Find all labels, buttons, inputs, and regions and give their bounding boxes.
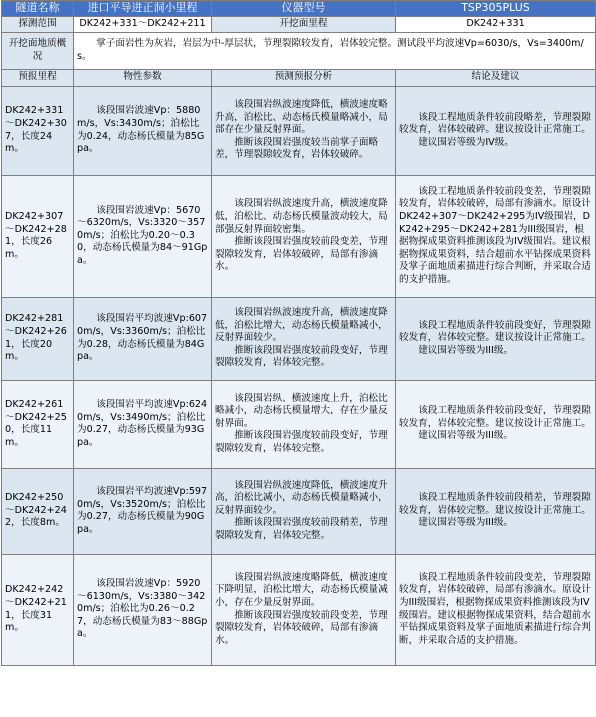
forecast-mileage: DK242+250～DK242+242，长度8m。 — [2, 468, 74, 554]
physical-parameters-text: 该段围岩波速Vp：5670～6320m/s，Vs:3320～3570m/s；泊松比为0.20～0.30，动态杨氏模量为84～91Gpa。 — [77, 204, 208, 266]
forecast-row — [2, 297, 596, 380]
rock-grade-text: 建议围岩等级为III级。 — [418, 344, 514, 356]
analysis-wave-text: 该段围岩纵波速度升高，横波速度降低，泊松比增大，动态杨氏模量略减小，反射界面较少。 — [215, 307, 388, 344]
range-row — [2, 17, 596, 33]
analysis-inference-text: 推断该段围岩强度较前段变差，节理裂隙较发育，岩体较破碎，局部有渗滴水。 — [215, 609, 388, 646]
rock-grade-text: 建议围岩等级为III级。 — [418, 430, 514, 442]
conclusion-suggestion — [396, 86, 596, 175]
conclusion-suggestion — [396, 175, 596, 297]
rock-grade-text: 建议围岩等级为IV级。 — [418, 136, 514, 148]
rock-grade-text: 建议围岩等级为III级。 — [418, 517, 514, 529]
header-tunnel-name-value: 进口平导进正洞小里程 — [74, 1, 212, 17]
analysis-wave-text: 该段围岩纵波速度降低，横波速度升高，泊松比减小，动态杨氏模量略减小，反射界面较少。 — [215, 479, 388, 516]
physical-parameters — [74, 380, 212, 468]
physical-parameters-text: 该段围岩波速Vp：5920～6130m/s，Vs:3380～3420m/s；泊松比为0.26～0.27，动态杨氏模量为83～88Gpa。 — [77, 578, 208, 640]
conclusion-text: 该段工程地质条件较前段变差，节理裂隙较发育，岩体较破碎，局部有渗滴水。原设计DK242+307～DK242+295为IV级围岩，DK242+295～DK242+281为III级围岩，根据物探成果资料推测该段为IV级围岩。建议根据物探成果资料，结合超前水平钻探成果资料及掌子面地质素描进行综合判断，并采取合适的支护措施。 — [399, 185, 591, 285]
column-header-row — [2, 69, 596, 86]
header-tunnel-name-label: 隧道名称 — [2, 1, 74, 17]
analysis-inference-text: 推断该段围岩强度较前段变好，节理裂隙较发育，岩体较完整。 — [215, 430, 388, 454]
physical-parameters-text: 该段围岩平均波速Vp:6240m/s，Vs:3490m/s；泊松比为0.27，动态杨氏模量为93Gpa。 — [77, 398, 208, 448]
physical-parameters — [74, 86, 212, 175]
header-instrument-label: 仪器型号 — [212, 1, 396, 17]
forecast-mileage: DK242+281～DK242+261，长度20m。 — [2, 297, 74, 380]
forecast-mileage: DK242+261～DK242+250，长度11m。 — [2, 380, 74, 468]
forecast-mileage: DK242+242～DK242+211，长度31m。 — [2, 554, 74, 665]
conclusion-suggestion — [396, 297, 596, 380]
physical-parameters — [74, 175, 212, 297]
analysis-wave-text: 该段围岩纵波速度降低，横波速度略升高，泊松比、动态杨氏模量略减小，局部存在少量反射界面。 — [215, 99, 388, 136]
forecast-analysis — [212, 380, 396, 468]
physical-parameters — [74, 468, 212, 554]
forecast-analysis — [212, 468, 396, 554]
physical-parameters — [74, 297, 212, 380]
overview-text: 掌子面岩性为灰岩，岩层为中-厚层状，节理裂隙较发育，岩体较完整。测试段平均波速Vp=6030/s，Vs=3400m/s。 — [77, 38, 584, 62]
forecast-row — [2, 468, 596, 554]
analysis-wave-text: 该段围岩纵波速度升高，横波速度降低，泊松比、动态杨氏模量波动较大，局部强反射界面较密集。 — [215, 198, 388, 235]
conclusion-text: 该段工程地质条件较前段略差，节理裂隙较发育，岩体较破碎。建议按设计正常施工。 — [399, 111, 591, 136]
forecast-row — [2, 175, 596, 297]
face-mileage-label: 开挖面里程 — [212, 17, 396, 33]
conclusion-text: 该段工程地质条件较前段变差，节理裂隙较发育，岩体较破碎，局部有渗滴水。原设计为III级围岩，根据物探成果资料推测该段为IV级围岩。建议根据物探成果资料，结合超前水平钻探成果资料及掌子面地质素描进行综合判断，并采取合适的支护措施。 — [399, 571, 591, 646]
analysis-inference-text: 推断该段围岩强度较当前掌子面略差，节理裂隙较发育，岩体较破碎。 — [215, 136, 379, 161]
conclusion-suggestion — [396, 554, 596, 665]
forecast-row — [2, 380, 596, 468]
analysis-inference-text: 推断该段围岩强度较前段变差，节理裂隙较发育，岩体较破碎，局部有渗滴水。 — [215, 236, 388, 273]
analysis-inference-text: 推断该段围岩强度较前段稍差，节理裂隙较发育，岩体较完整。 — [215, 517, 388, 541]
range-value: DK242+331～DK242+211 — [74, 17, 212, 33]
conclusion-text: 该段工程地质条件较前段稍差，节理裂隙较发育，岩体较完整。建议按设计正常施工。 — [399, 492, 591, 516]
forecast-analysis — [212, 297, 396, 380]
physical-parameters — [74, 554, 212, 665]
analysis-wave-text: 该段围岩纵、横波速度上升，泊松比略减小，动态杨氏模量增大，存在少量反射界面。 — [215, 392, 388, 429]
header-row — [2, 1, 596, 17]
conclusion-text: 该段工程地质条件较前段变好，节理裂隙较发育，岩体较完整。建议按设计正常施工。 — [399, 405, 591, 429]
col-header-physics: 物性参数 — [74, 69, 212, 86]
physical-parameters-text: 该段围岩平均波速Vp:5970m/s，Vs:3520m/s；泊松比为0.27，动态杨氏模量为90Gpa。 — [77, 485, 208, 535]
forecast-mileage: DK242+307～DK242+281，长度26m。 — [2, 175, 74, 297]
overview-row — [2, 32, 596, 69]
col-header-analysis: 预测预报分析 — [212, 69, 396, 86]
range-label: 探测范围 — [2, 17, 74, 33]
analysis-wave-text: 该段围岩纵波速度略降低，横波速度下降明显，泊松比增大，动态杨氏模量减小，存在少量反射界面。 — [215, 571, 388, 608]
forecast-row — [2, 554, 596, 665]
face-mileage-value: DK242+331 — [396, 17, 596, 33]
analysis-inference-text: 推断该段围岩强度较前段变好，节理裂隙较发育，岩体较完整。 — [215, 344, 388, 369]
forecast-analysis — [212, 175, 396, 297]
conclusion-text: 该段工程地质条件较前段变好，节理裂隙较发育，岩体较完整。建议按设计正常施工。 — [399, 319, 591, 344]
forecast-analysis — [212, 86, 396, 175]
forecast-report-table — [1, 0, 596, 666]
col-header-conclusion: 结论及建议 — [396, 69, 596, 86]
overview-value — [74, 32, 596, 69]
forecast-mileage: DK242+331～DK242+307，长度24m。 — [2, 86, 74, 175]
physical-parameters-text: 该段围岩平均波速Vp:6070m/s，Vs:3360m/s；泊松比为0.28，动态杨氏模量为84Gpa。 — [77, 313, 208, 363]
forecast-row — [2, 86, 596, 175]
header-instrument-value: TSP305PLUS — [396, 1, 596, 17]
conclusion-suggestion — [396, 380, 596, 468]
col-header-mileage: 预报里程 — [2, 69, 74, 86]
overview-label: 开挖面地质概况 — [2, 32, 74, 69]
conclusion-suggestion — [396, 468, 596, 554]
physical-parameters-text: 该段围岩波速Vp：5880m/s，Vs:3430m/s；泊松比为0.24，动态杨氏模量为85Gpa。 — [77, 105, 205, 155]
forecast-analysis — [212, 554, 396, 665]
